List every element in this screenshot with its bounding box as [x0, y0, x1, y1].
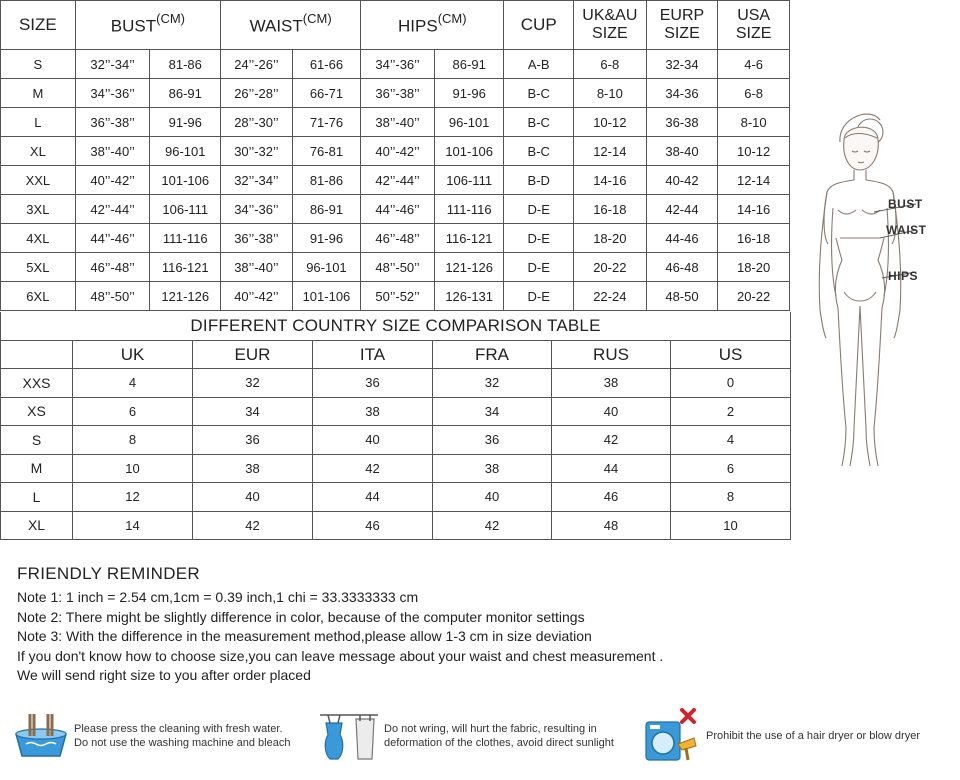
- cup-cell: B-D: [504, 166, 574, 195]
- uk-au-size-cell: 18-20: [574, 224, 647, 253]
- waist-inch-cell: 32’’-34’’: [221, 166, 293, 195]
- bust-inch-cell: 36’’-38’’: [75, 108, 150, 137]
- usa-size-cell: 8-10: [718, 108, 790, 137]
- reminder-note: If you don't know how to choose size,you can leave message about your waist and chest measurement .: [17, 647, 664, 664]
- dryer-text: Prohibit the use of a hair dryer or blow dryer: [706, 730, 920, 742]
- cup-cell: B-C: [504, 108, 574, 137]
- comparison-row: [1, 397, 791, 426]
- waist-inch-cell: 38’’-40’’: [221, 253, 293, 282]
- bust-cm-cell: 91-96: [150, 108, 221, 137]
- waist-cm-cell: 71-76: [292, 108, 361, 137]
- bust-inch-cell: 46’’-48’’: [75, 253, 150, 282]
- size-cell: 4XL: [1, 224, 76, 253]
- comparison-row-label: L: [1, 483, 73, 512]
- cup-cell: D-E: [504, 195, 574, 224]
- comparison-row: [1, 483, 791, 512]
- waist-header: $WAIST^{(CM)}$: [221, 1, 361, 50]
- bust-cm-cell: 106-111: [150, 195, 221, 224]
- waist-cm-cell: 96-101: [292, 253, 361, 282]
- comparison-value-cell: 6: [73, 397, 193, 426]
- uk-au-size-cell: 10-12: [574, 108, 647, 137]
- bust-label: BUST: [888, 197, 923, 211]
- size-cell: 6XL: [1, 282, 76, 311]
- bust-cm-cell: 101-106: [150, 166, 221, 195]
- comparison-row-label: XL: [1, 511, 73, 540]
- wash-text-line: Do not use the washing machine and bleach: [74, 737, 291, 749]
- comparison-column-header: ITA: [313, 341, 433, 369]
- bust-inch-cell: 48’’-50’’: [75, 282, 150, 311]
- hips-inch-cell: 36’’-38’’: [361, 79, 435, 108]
- comparison-value-cell: 48: [552, 511, 671, 540]
- waist-cm-cell: 86-91: [292, 195, 361, 224]
- comparison-row-label: S: [1, 426, 73, 455]
- comparison-column-header: FRA: [433, 341, 552, 369]
- cup-cell: D-E: [504, 253, 574, 282]
- usa-size-cell: 16-18: [718, 224, 790, 253]
- hips-inch-cell: 42’’-44’’: [361, 166, 435, 195]
- eurp-size-cell: 34-36: [646, 79, 718, 108]
- bust-cm-cell: 111-116: [150, 224, 221, 253]
- comparison-header-row: [1, 341, 791, 369]
- hips-cm-cell: 96-101: [434, 108, 504, 137]
- size-chart-row: [1, 253, 790, 282]
- bust-cm-cell: 81-86: [150, 50, 221, 79]
- eurp-size-header: EURP SIZE: [646, 1, 718, 50]
- uk-au-size-cell: 12-14: [574, 137, 647, 166]
- usa-size-cell: 14-16: [718, 195, 790, 224]
- comparison-value-cell: 4: [73, 369, 193, 398]
- comparison-value-cell: 12: [73, 483, 193, 512]
- comparison-row: [1, 426, 791, 455]
- comparison-value-cell: 8: [73, 426, 193, 455]
- size-cell: XXL: [1, 166, 76, 195]
- size-cell: S: [1, 50, 76, 79]
- body-measurement-figure: [800, 88, 960, 478]
- comparison-row-label: M: [1, 454, 73, 483]
- waist-cm-cell: 81-86: [292, 166, 361, 195]
- bust-cm-cell: 121-126: [150, 282, 221, 311]
- size-chart-row: [1, 166, 790, 195]
- hand-wash-instruction: [12, 706, 290, 766]
- uk-au-size-cell: 16-18: [574, 195, 647, 224]
- comparison-value-cell: 40: [433, 483, 552, 512]
- comparison-corner-cell: [1, 341, 73, 369]
- hips-cm-cell: 116-121: [434, 224, 504, 253]
- size-cell: M: [1, 79, 76, 108]
- reminder-note: Note 1: 1 inch = 2.54 cm,1cm = 0.39 inch,1 chi = 33.3333333 cm: [17, 589, 419, 605]
- hips-cm-cell: 101-106: [434, 137, 504, 166]
- hips-inch-cell: 48’’-50’’: [361, 253, 435, 282]
- hips-cm-cell: 86-91: [434, 50, 504, 79]
- bust-cm-cell: 116-121: [150, 253, 221, 282]
- comparison-value-cell: 40: [193, 483, 313, 512]
- hips-inch-cell: 38’’-40’’: [361, 108, 435, 137]
- comparison-value-cell: 40: [552, 397, 671, 426]
- washing-machine-hair-dryer-prohibited-icon: [642, 708, 704, 764]
- waist-inch-cell: 28’’-30’’: [221, 108, 293, 137]
- waist-cm-cell: 101-106: [292, 282, 361, 311]
- eurp-size-cell: 42-44: [646, 195, 718, 224]
- waist-cm-cell: 66-71: [292, 79, 361, 108]
- comparison-value-cell: 36: [433, 426, 552, 455]
- comparison-value-cell: 36: [313, 369, 433, 398]
- comparison-value-cell: 40: [313, 426, 433, 455]
- waist-inch-cell: 26’’-28’’: [221, 79, 293, 108]
- size-cell: 3XL: [1, 195, 76, 224]
- comparison-column-header: RUS: [552, 341, 671, 369]
- hanging-swimsuit-icon: [318, 709, 380, 763]
- reminder-title: FRIENDLY REMINDER: [17, 564, 200, 583]
- eurp-size-cell: 46-48: [646, 253, 718, 282]
- comparison-value-cell: 0: [671, 369, 791, 398]
- comparison-column-header: US: [671, 341, 791, 369]
- waist-inch-cell: 30’’-32’’: [221, 137, 293, 166]
- hips-label: HIPS: [888, 269, 919, 283]
- size-chart-row: [1, 282, 790, 311]
- waist-inch-cell: 36’’-38’’: [221, 224, 293, 253]
- size-cell: XL: [1, 137, 76, 166]
- cup-cell: D-E: [504, 282, 574, 311]
- no-dryer-instruction: [642, 706, 920, 766]
- comparison-value-cell: 46: [313, 511, 433, 540]
- usa-size-cell: 12-14: [718, 166, 790, 195]
- wring-text-line: deformation of the clothes, avoid direct sunlight: [384, 737, 614, 749]
- hips-cm-cell: 121-126: [434, 253, 504, 282]
- comparison-value-cell: 14: [73, 511, 193, 540]
- wring-text-line: Do not wring, will hurt the fabric, resulting in: [384, 723, 597, 735]
- woman-silhouette-illustration: [800, 88, 960, 478]
- cup-header: CUP: [504, 1, 574, 50]
- eurp-size-cell: 40-42: [646, 166, 718, 195]
- comparison-value-cell: 32: [433, 369, 552, 398]
- hand-wash-basin-icon: [12, 710, 70, 762]
- comparison-value-cell: 6: [671, 454, 791, 483]
- friendly-reminder-section: [17, 564, 777, 686]
- hips-cm-cell: 111-116: [434, 195, 504, 224]
- hips-inch-cell: 44’’-46’’: [361, 195, 435, 224]
- bust-inch-cell: 32’’-34’’: [75, 50, 150, 79]
- usa-size-cell: 20-22: [718, 282, 790, 311]
- cup-cell: D-E: [504, 224, 574, 253]
- size-chart-row: [1, 50, 790, 79]
- bust-cm-cell: 86-91: [150, 79, 221, 108]
- comparison-value-cell: 10: [671, 511, 791, 540]
- hips-inch-cell: 34’’-36’’: [361, 50, 435, 79]
- bust-inch-cell: 38’’-40’’: [75, 137, 150, 166]
- comparison-value-cell: 34: [193, 397, 313, 426]
- waist-cm-cell: 91-96: [292, 224, 361, 253]
- size-chart-header-row: [1, 1, 790, 50]
- eurp-size-cell: 48-50: [646, 282, 718, 311]
- comparison-value-cell: 32: [193, 369, 313, 398]
- comparison-value-cell: 42: [433, 511, 552, 540]
- bust-inch-cell: 34’’-36’’: [75, 79, 150, 108]
- waist-label: WAIST: [886, 223, 927, 237]
- uk-au-size-cell: 14-16: [574, 166, 647, 195]
- comparison-row-label: XXS: [1, 369, 73, 398]
- comparison-row-label: XS: [1, 397, 73, 426]
- comparison-value-cell: 42: [552, 426, 671, 455]
- cup-cell: A-B: [504, 50, 574, 79]
- hips-inch-cell: 46’’-48’’: [361, 224, 435, 253]
- size-cell: 5XL: [1, 253, 76, 282]
- hips-cm-cell: 126-131: [434, 282, 504, 311]
- comparison-table-title: DIFFERENT COUNTRY SIZE COMPARISON TABLE: [1, 312, 791, 341]
- comparison-value-cell: 2: [671, 397, 791, 426]
- size-chart-table: [0, 0, 790, 311]
- comparison-value-cell: 36: [193, 426, 313, 455]
- uk-au-size-header: UK&AU SIZE: [574, 1, 647, 50]
- waist-cm-cell: 61-66: [292, 50, 361, 79]
- usa-size-cell: 6-8: [718, 79, 790, 108]
- comparison-value-cell: 38: [433, 454, 552, 483]
- size-header: SIZE: [1, 1, 76, 50]
- hips-inch-cell: 50’’-52’’: [361, 282, 435, 311]
- eurp-size-cell: 44-46: [646, 224, 718, 253]
- comparison-title-row: [1, 312, 791, 341]
- bust-header: $BUST^{(CM)}$: [75, 1, 220, 50]
- comparison-value-cell: 42: [313, 454, 433, 483]
- comparison-value-cell: 42: [193, 511, 313, 540]
- eurp-size-cell: 36-38: [646, 108, 718, 137]
- usa-size-cell: 4-6: [718, 50, 790, 79]
- comparison-value-cell: 38: [193, 454, 313, 483]
- uk-au-size-cell: 22-24: [574, 282, 647, 311]
- comparison-value-cell: 8: [671, 483, 791, 512]
- reminder-note: Note 2: There might be slightly difference in color, because of the computer monitor settings: [17, 608, 585, 625]
- comparison-value-cell: 10: [73, 454, 193, 483]
- comparison-value-cell: 38: [313, 397, 433, 426]
- bust-inch-cell: 42’’-44’’: [75, 195, 150, 224]
- uk-au-size-cell: 20-22: [574, 253, 647, 282]
- care-instructions-strip: [0, 706, 960, 766]
- eurp-size-cell: 32-34: [646, 50, 718, 79]
- comparison-row: [1, 511, 791, 540]
- waist-inch-cell: 24’’-26’’: [221, 50, 293, 79]
- size-chart-row: [1, 195, 790, 224]
- country-size-comparison-table: [0, 312, 791, 540]
- comparison-value-cell: 4: [671, 426, 791, 455]
- bust-inch-cell: 44’’-46’’: [75, 224, 150, 253]
- size-chart-row: [1, 137, 790, 166]
- comparison-value-cell: 38: [552, 369, 671, 398]
- size-chart-row: [1, 108, 790, 137]
- waist-inch-cell: 34’’-36’’: [221, 195, 293, 224]
- size-chart-row: [1, 224, 790, 253]
- comparison-column-header: UK: [73, 341, 193, 369]
- usa-size-cell: 10-12: [718, 137, 790, 166]
- comparison-value-cell: 34: [433, 397, 552, 426]
- comparison-row: [1, 454, 791, 483]
- size-cell: L: [1, 108, 76, 137]
- reminder-note: Note 3: With the difference in the measurement method,please allow 1-3 cm in size deviation: [17, 628, 592, 645]
- hips-cm-cell: 91-96: [434, 79, 504, 108]
- cup-cell: B-C: [504, 79, 574, 108]
- size-chart-row: [1, 79, 790, 108]
- hips-header: $HIPS^{(CM)}$: [361, 1, 504, 50]
- uk-au-size-cell: 8-10: [574, 79, 647, 108]
- comparison-value-cell: 44: [552, 454, 671, 483]
- waist-cm-cell: 76-81: [292, 137, 361, 166]
- eurp-size-cell: 38-40: [646, 137, 718, 166]
- hips-inch-cell: 40’’-42’’: [361, 137, 435, 166]
- bust-cm-cell: 96-101: [150, 137, 221, 166]
- bust-inch-cell: 40’’-42’’: [75, 166, 150, 195]
- waist-inch-cell: 40’’-42’’: [221, 282, 293, 311]
- comparison-value-cell: 44: [313, 483, 433, 512]
- usa-size-header: USA SIZE: [718, 1, 790, 50]
- cup-cell: B-C: [504, 137, 574, 166]
- comparison-column-header: EUR: [193, 341, 313, 369]
- comparison-row: [1, 369, 791, 398]
- usa-size-cell: 18-20: [718, 253, 790, 282]
- hips-cm-cell: 106-111: [434, 166, 504, 195]
- comparison-value-cell: 46: [552, 483, 671, 512]
- uk-au-size-cell: 6-8: [574, 50, 647, 79]
- no-wring-instruction: [318, 706, 614, 766]
- wash-text-line: Please press the cleaning with fresh water.: [74, 723, 283, 735]
- reminder-note: We will send right size to you after order placed: [17, 667, 311, 684]
